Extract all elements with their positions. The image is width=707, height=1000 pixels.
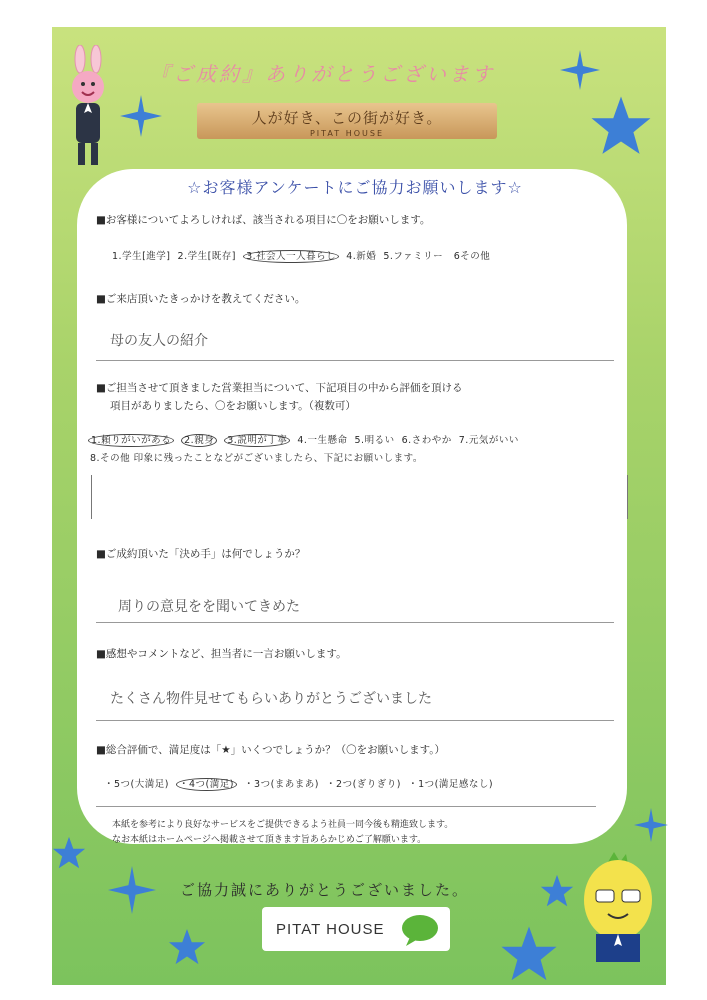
- option-reliable: 1.頼りがいがある: [88, 434, 174, 447]
- answer-decision-factor: 周りの意見をを聞いてきめた: [118, 599, 300, 615]
- customer-type-options: [112, 248, 490, 262]
- staff-evaluation-options: [88, 432, 519, 446]
- footnote-line1: 本紙を参考により良好なサービスをご提供できるよう社員一同今後も精進致します。: [112, 820, 454, 830]
- star-icon: [52, 836, 86, 870]
- answer-line: [96, 720, 614, 721]
- option-energetic: 7.元気がいい: [458, 435, 519, 446]
- answer-line: [96, 360, 614, 361]
- option-1-star: ・1つ(満足感なし): [408, 779, 494, 790]
- option-4-stars: ・4つ(満足): [176, 778, 237, 791]
- option-other-comment: 8.その他 印象に残ったことなどがございましたら、下記にお願いします。: [90, 453, 423, 464]
- option-family: 5.ファミリー: [383, 251, 444, 262]
- mascot-rabbit-icon: [60, 45, 120, 170]
- answer-line: [96, 806, 596, 807]
- footnote-line2: なお本紙はホームページへ掲載させて頂きます旨あらかじめご了解願います。: [112, 835, 427, 845]
- option-single-worker: 3.社会人一人暮らし: [243, 250, 339, 263]
- footnote: [112, 818, 602, 848]
- header-title: 『ご成約』ありがとうございます: [150, 62, 495, 86]
- option-2-stars: ・2つ(ぎりぎり): [326, 779, 402, 790]
- option-student-existing: 2.学生[既存]: [177, 251, 237, 262]
- question-staff-evaluation-line2: 項目がありましたら、〇をお願いします。（複数可）: [110, 400, 356, 412]
- star-icon: [168, 928, 206, 966]
- slogan-banner: [197, 103, 497, 139]
- option-newlywed: 4.新婚: [346, 251, 377, 262]
- speech-bubble-icon: [400, 913, 440, 947]
- answer-comments: たくさん物件見せてもらいありがとうございました: [110, 691, 432, 707]
- question-visit-reason: ■ご来店頂いたきっかけを教えてください。: [96, 293, 306, 305]
- option-student-new: 1.学生[進学]: [112, 251, 171, 262]
- survey-title: ☆お客様アンケートにご協力お願いします☆: [187, 178, 523, 197]
- option-refreshing: 6.さわやか: [401, 435, 452, 446]
- banner-slogan: 人が好き、この街が好き。: [251, 109, 443, 127]
- option-caring: 2.親身: [181, 434, 217, 447]
- option-5-stars: ・5つ(大満足): [104, 779, 169, 790]
- option-hardworking: 4.一生懸命: [297, 435, 348, 446]
- question-staff-evaluation-line1: ■ご担当させて頂きました営業担当について、下記項目の中から評価を頂ける: [96, 382, 463, 394]
- star-icon: [590, 95, 652, 157]
- star-icon: [108, 866, 156, 914]
- other-comment-box: [91, 475, 628, 519]
- option-other: 6その他: [453, 251, 491, 262]
- question-comments: ■感想やコメントなど、担当者に一言お願いします。: [96, 648, 347, 660]
- question-customer-type: ■お客様についてよろしければ、該当される項目に〇をお願いします。: [96, 214, 431, 226]
- star-icon: [500, 925, 558, 983]
- answer-line: [96, 622, 614, 623]
- option-clear-explanation: 3.説明が丁寧: [224, 434, 290, 447]
- option-3-stars: ・3つ(まあまあ): [244, 779, 319, 790]
- mascot-character-icon: [578, 852, 660, 962]
- logo-text: PITAT HOUSE: [276, 921, 385, 938]
- question-satisfaction: ■総合評価で、満足度は「★」いくつでしょうか？（〇をお願いします。）: [96, 744, 446, 756]
- question-decision-factor: ■ご成約頂いた「決め手」は何でしょうか？: [96, 548, 306, 560]
- option-cheerful: 5.明るい: [354, 435, 395, 446]
- satisfaction-options: [104, 776, 493, 790]
- star-icon: [540, 874, 574, 908]
- company-logo: [262, 907, 450, 951]
- star-icon: [560, 50, 600, 90]
- answer-visit-reason: 母の友人の紹介: [110, 333, 208, 349]
- banner-brand: PITAT HOUSE: [309, 129, 385, 138]
- star-icon: [120, 95, 162, 137]
- star-icon: [634, 808, 668, 842]
- closing-thanks: ご協力誠にありがとうございました。: [180, 881, 470, 899]
